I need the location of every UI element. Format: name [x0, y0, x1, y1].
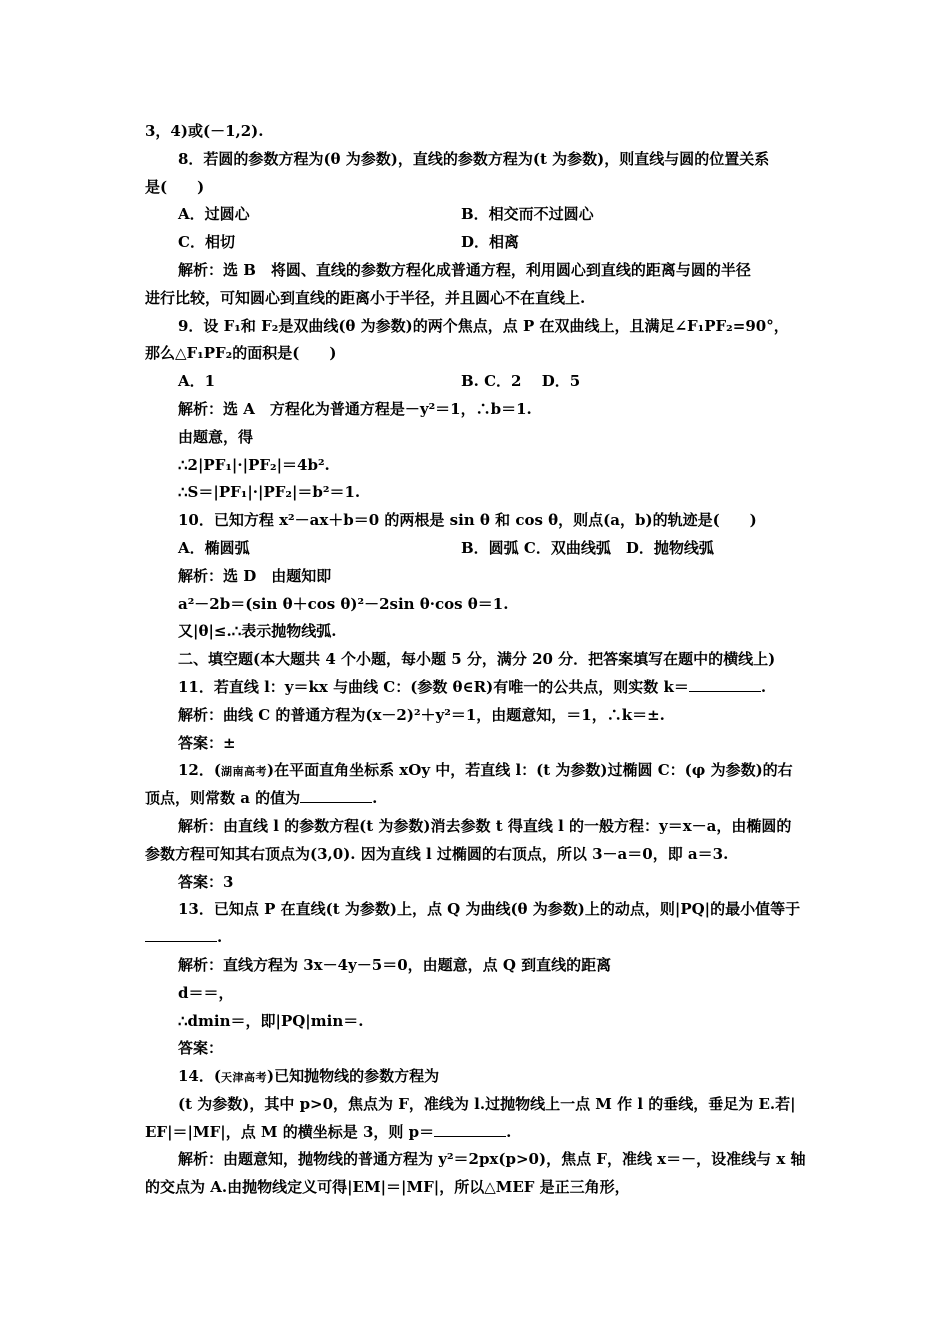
question-text: 11．若直线 l：y＝kx 与曲线 C：(参数 θ∈R)有唯一的公共点，则实数 k＝ — [178, 677, 689, 696]
solution-line: 解析：曲线 C 的普通方程为(x－2)²＋y²＝1，由题意知，＝1，∴k＝±. — [178, 705, 665, 724]
option-d: D．相离 — [461, 233, 520, 252]
solution-line: 进行比较，可知圆心到直线的距离小于半径，并且圆心不在直线上. — [145, 288, 586, 307]
solution-line: d＝＝， — [178, 983, 234, 1002]
solution-line: 解析：由题意知，抛物线的普通方程为 y²＝2px(p>0)，焦点 F，准线 x＝－，设准线与 x 轴 — [178, 1150, 806, 1169]
option-a: A．1 — [178, 372, 216, 391]
source-tag: 天津高考 — [220, 1071, 267, 1085]
question-text: )已知抛物线的参数方程为 — [266, 1067, 440, 1086]
answer-blank — [689, 676, 761, 692]
text-line — [145, 1119, 810, 1147]
question-11 — [145, 674, 810, 702]
solution-line: 由题意，得 — [178, 427, 254, 446]
options-row — [145, 201, 810, 229]
text-line — [145, 785, 810, 813]
question-13: 13．已知点 P 在直线(t 为参数)上，点 Q 为曲线(θ 为参数)上的动点，则|PQ|的最小值等于 — [178, 900, 801, 919]
question-8: 8．若圆的参数方程为(θ 为参数)，直线的参数方程为(t 为参数)，则直线与圆的位置关系 — [178, 149, 770, 168]
text-line: 那么△F₁PF₂的面积是( ) — [145, 344, 337, 363]
solution-line: 解析：直线方程为 3x－4y－5＝0，由题意，点 Q 到直线的距离 — [178, 955, 612, 974]
answer-line: 答案：3 — [178, 872, 234, 891]
solution-line: 解析：由直线 l 的参数方程(t 为参数)消去参数 t 得直线 l 的一般方程：y＝x－a，由椭圆的 — [178, 816, 792, 835]
answer-line: 答案： — [178, 1039, 224, 1058]
document-page — [145, 118, 810, 1202]
solution-line: ∴2|PF₁|·|PF₂|＝4b². — [178, 455, 330, 474]
option-b: B．相交而不过圆心 — [461, 205, 594, 224]
question-number: 14．( — [178, 1067, 221, 1086]
solution-line: ∴S＝|PF₁|·|PF₂|＝b²＝1. — [178, 483, 361, 502]
question-14 — [145, 1063, 810, 1091]
period: . — [372, 789, 378, 808]
text-line: (t 为参数)，其中 p>0，焦点为 F，准线为 l.过抛物线上一点 M 作 l 的垂线，垂足为 E.若| — [178, 1094, 796, 1113]
option-c: C．相切 — [178, 233, 235, 252]
answer-line: 答案：± — [178, 733, 236, 752]
options-row — [145, 229, 810, 257]
question-text: EF|＝|MF|，点 M 的横坐标是 3，则 p＝ — [145, 1122, 435, 1141]
option-bcd: B. C．2 D．5 — [461, 372, 581, 391]
option-a: A．椭圆弧 — [178, 538, 250, 557]
question-text: 顶点，则常数 a 的值为 — [145, 789, 301, 808]
question-text: )在平面直角坐标系 xOy 中，若直线 l：(t 为参数)过椭圆 C：(φ 为参数)的右 — [266, 761, 793, 780]
solution-line: 又|θ|≤.∴表示抛物线弧. — [178, 622, 337, 641]
option-a: A．过圆心 — [178, 205, 250, 224]
period: . — [506, 1122, 512, 1141]
text-line: 是( ) — [145, 177, 205, 196]
solution-line: 参数方程可知其右顶点为(3,0). 因为直线 l 过椭圆的右顶点，所以 3－a＝0，即 a＝3. — [145, 844, 729, 863]
solution-line: 解析：选 B 将圆、直线的参数方程化成普通方程，利用圆心到直线的距离与圆的半径 — [178, 260, 751, 279]
options-row — [145, 368, 810, 396]
question-12 — [145, 757, 810, 785]
solution-line: 解析：选 A 方程化为普通方程是－y²＝1，∴b＝1. — [178, 399, 532, 418]
solution-line: ∴dmin＝，即|PQ|min＝. — [178, 1011, 364, 1030]
question-9: 9．设 F₁和 F₂是双曲线(θ 为参数)的两个焦点，点 P 在双曲线上，且满足∠F₁PF₂=90°， — [178, 316, 789, 335]
period: . — [217, 928, 223, 947]
answer-blank — [145, 926, 217, 942]
solution-line: a²－2b＝(sin θ＋cos θ)²－2sin θ·cos θ＝1. — [178, 594, 509, 613]
question-number: 12．( — [178, 761, 221, 780]
solution-line: 的交点为 A.由抛物线定义可得|EM|＝|MF|，所以△MEF 是正三角形， — [145, 1178, 630, 1197]
question-10: 10．已知方程 x²－ax＋b＝0 的两根是 sin θ 和 cos θ，则点(a，b)的轨迹是( ) — [178, 511, 757, 530]
option-bcd: B．圆弧 C．双曲线弧 D．抛物线弧 — [461, 538, 714, 557]
text-line — [145, 924, 810, 952]
period: . — [760, 677, 767, 696]
solution-line: 解析：选 D 由题知即 — [178, 566, 332, 585]
section-heading: 二、填空题(本大题共 4 个小题，每小题 5 分，满分 20 分．把答案填写在题中的横线上) — [178, 650, 776, 669]
text-line: 3，4)或(－1,2). — [145, 122, 264, 140]
options-row — [145, 535, 810, 563]
source-tag: 湖南高考 — [220, 765, 267, 779]
answer-blank — [300, 787, 372, 803]
answer-blank — [434, 1121, 506, 1137]
